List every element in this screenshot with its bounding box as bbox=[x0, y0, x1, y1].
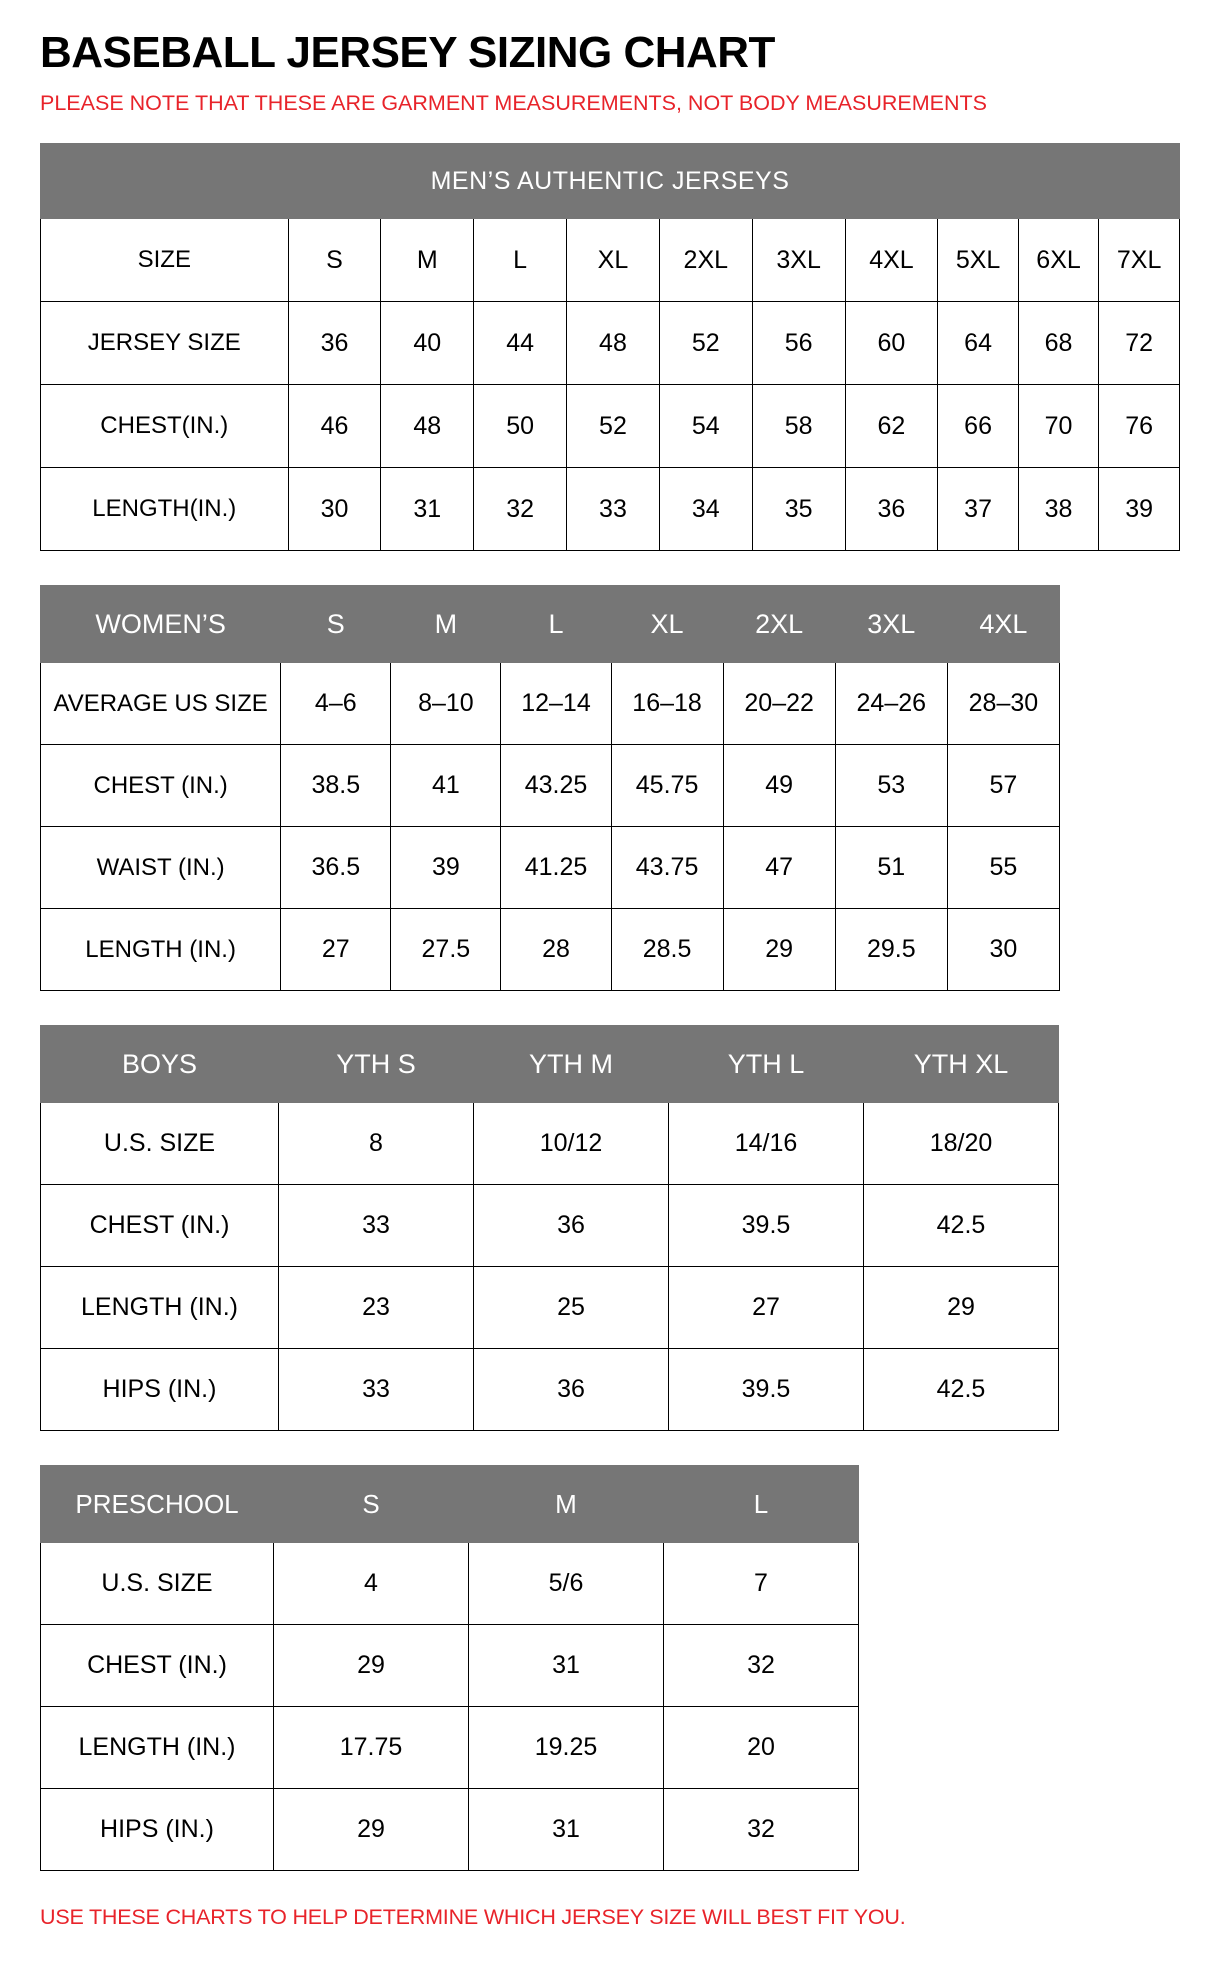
cell: 31 bbox=[469, 1625, 664, 1707]
cell: 49 bbox=[723, 745, 835, 827]
cell: 33 bbox=[279, 1185, 474, 1267]
row-label: WAIST (IN.) bbox=[41, 827, 281, 909]
row-label: U.S. SIZE bbox=[41, 1103, 279, 1185]
row-label: CHEST (IN.) bbox=[41, 1185, 279, 1267]
cell: 29 bbox=[864, 1267, 1059, 1349]
mens-size-l: L bbox=[474, 219, 567, 302]
preschool-label: PRESCHOOL bbox=[41, 1466, 274, 1543]
cell: 41.25 bbox=[501, 827, 611, 909]
womens-size-xl: XL bbox=[611, 586, 723, 663]
cell: 29 bbox=[723, 909, 835, 991]
cell: 36.5 bbox=[281, 827, 391, 909]
cell: 39.5 bbox=[669, 1349, 864, 1431]
cell: 53 bbox=[835, 745, 947, 827]
cell: 55 bbox=[947, 827, 1059, 909]
cell: 37 bbox=[938, 468, 1018, 551]
table-row-header bbox=[41, 1026, 1059, 1103]
cell: 29.5 bbox=[835, 909, 947, 991]
row-label: CHEST (IN.) bbox=[41, 745, 281, 827]
cell: 36 bbox=[845, 468, 938, 551]
cell: 48 bbox=[567, 302, 660, 385]
cell: 4–6 bbox=[281, 663, 391, 745]
cell: 32 bbox=[664, 1789, 859, 1871]
cell: 12–14 bbox=[501, 663, 611, 745]
cell: 39 bbox=[1099, 468, 1180, 551]
cell: 32 bbox=[474, 468, 567, 551]
cell: 41 bbox=[391, 745, 501, 827]
cell: 48 bbox=[381, 385, 474, 468]
cell: 45.75 bbox=[611, 745, 723, 827]
boys-sizing-table bbox=[40, 1025, 1059, 1431]
cell: 66 bbox=[938, 385, 1018, 468]
cell: 14/16 bbox=[669, 1103, 864, 1185]
table-row bbox=[41, 745, 1060, 827]
cell: 31 bbox=[381, 468, 474, 551]
cell: 36 bbox=[288, 302, 381, 385]
cell: 43.25 bbox=[501, 745, 611, 827]
preschool-size-s: S bbox=[274, 1466, 469, 1543]
table-row-header bbox=[41, 219, 1180, 302]
cell: 32 bbox=[664, 1625, 859, 1707]
cell: 27.5 bbox=[391, 909, 501, 991]
table-row-header bbox=[41, 586, 1060, 663]
row-label: HIPS (IN.) bbox=[41, 1789, 274, 1871]
cell: 18/20 bbox=[864, 1103, 1059, 1185]
cell: 40 bbox=[381, 302, 474, 385]
cell: 7 bbox=[664, 1543, 859, 1625]
boys-size-yth-m: YTH M bbox=[474, 1026, 669, 1103]
womens-sizing-table bbox=[40, 585, 1060, 991]
cell: 72 bbox=[1099, 302, 1180, 385]
cell: 60 bbox=[845, 302, 938, 385]
table-row bbox=[41, 1625, 859, 1707]
cell: 29 bbox=[274, 1789, 469, 1871]
womens-table-body bbox=[41, 586, 1060, 991]
row-label: CHEST(IN.) bbox=[41, 385, 289, 468]
cell: 46 bbox=[288, 385, 381, 468]
cell: 62 bbox=[845, 385, 938, 468]
row-label: U.S. SIZE bbox=[41, 1543, 274, 1625]
row-label: CHEST (IN.) bbox=[41, 1625, 274, 1707]
table-row bbox=[41, 1349, 1059, 1431]
cell: 38 bbox=[1018, 468, 1098, 551]
preschool-table-body bbox=[41, 1466, 859, 1871]
cell: 31 bbox=[469, 1789, 664, 1871]
boys-size-yth-xl: YTH XL bbox=[864, 1026, 1059, 1103]
preschool-sizing-table bbox=[40, 1465, 859, 1871]
cell: 54 bbox=[659, 385, 752, 468]
table-row bbox=[41, 827, 1060, 909]
table-row bbox=[41, 1185, 1059, 1267]
boys-table-body bbox=[41, 1026, 1059, 1431]
cell: 20–22 bbox=[723, 663, 835, 745]
cell: 44 bbox=[474, 302, 567, 385]
mens-size-label: SIZE bbox=[41, 219, 289, 302]
cell: 39 bbox=[391, 827, 501, 909]
boys-size-yth-l: YTH L bbox=[669, 1026, 864, 1103]
cell: 47 bbox=[723, 827, 835, 909]
cell: 43.75 bbox=[611, 827, 723, 909]
cell: 38.5 bbox=[281, 745, 391, 827]
row-label: JERSEY SIZE bbox=[41, 302, 289, 385]
cell: 76 bbox=[1099, 385, 1180, 468]
cell: 56 bbox=[752, 302, 845, 385]
cell: 57 bbox=[947, 745, 1059, 827]
cell: 70 bbox=[1018, 385, 1098, 468]
cell: 17.75 bbox=[274, 1707, 469, 1789]
row-label: LENGTH(IN.) bbox=[41, 468, 289, 551]
mens-size-5xl: 5XL bbox=[938, 219, 1018, 302]
table-row bbox=[41, 663, 1060, 745]
cell: 20 bbox=[664, 1707, 859, 1789]
cell: 23 bbox=[279, 1267, 474, 1349]
cell: 42.5 bbox=[864, 1349, 1059, 1431]
cell: 36 bbox=[474, 1349, 669, 1431]
cell: 36 bbox=[474, 1185, 669, 1267]
cell: 5/6 bbox=[469, 1543, 664, 1625]
cell: 52 bbox=[567, 385, 660, 468]
mens-banner: MEN’S AUTHENTIC JERSEYS bbox=[41, 144, 1180, 219]
row-label: LENGTH (IN.) bbox=[41, 909, 281, 991]
cell: 58 bbox=[752, 385, 845, 468]
boys-size-yth-s: YTH S bbox=[279, 1026, 474, 1103]
table-row bbox=[41, 468, 1180, 551]
table-row bbox=[41, 1543, 859, 1625]
cell: 25 bbox=[474, 1267, 669, 1349]
row-label: HIPS (IN.) bbox=[41, 1349, 279, 1431]
womens-size-3xl: 3XL bbox=[835, 586, 947, 663]
footer-note: USE THESE CHARTS TO HELP DETERMINE WHICH JERSEY SIZE WILL BEST FIT YOU. bbox=[40, 1905, 906, 1930]
table-row bbox=[41, 385, 1180, 468]
cell: 30 bbox=[288, 468, 381, 551]
table-row-banner bbox=[41, 144, 1180, 219]
cell: 68 bbox=[1018, 302, 1098, 385]
measurement-disclaimer: PLEASE NOTE THAT THESE ARE GARMENT MEASUREMENTS, NOT BODY MEASUREMENTS bbox=[40, 91, 987, 116]
table-row bbox=[41, 1789, 859, 1871]
cell: 39.5 bbox=[669, 1185, 864, 1267]
cell: 8–10 bbox=[391, 663, 501, 745]
cell: 10/12 bbox=[474, 1103, 669, 1185]
mens-size-m: M bbox=[381, 219, 474, 302]
row-label: AVERAGE US SIZE bbox=[41, 663, 281, 745]
mens-size-6xl: 6XL bbox=[1018, 219, 1098, 302]
cell: 35 bbox=[752, 468, 845, 551]
mens-size-xl: XL bbox=[567, 219, 660, 302]
preschool-size-l: L bbox=[664, 1466, 859, 1543]
mens-size-s: S bbox=[288, 219, 381, 302]
cell: 30 bbox=[947, 909, 1059, 991]
womens-label: WOMEN’S bbox=[41, 586, 281, 663]
cell: 4 bbox=[274, 1543, 469, 1625]
cell: 19.25 bbox=[469, 1707, 664, 1789]
cell: 16–18 bbox=[611, 663, 723, 745]
table-row-header bbox=[41, 1466, 859, 1543]
table-row bbox=[41, 302, 1180, 385]
cell: 33 bbox=[279, 1349, 474, 1431]
cell: 24–26 bbox=[835, 663, 947, 745]
cell: 27 bbox=[669, 1267, 864, 1349]
mens-sizing-table bbox=[40, 143, 1180, 551]
cell: 34 bbox=[659, 468, 752, 551]
cell: 29 bbox=[274, 1625, 469, 1707]
cell: 33 bbox=[567, 468, 660, 551]
cell: 8 bbox=[279, 1103, 474, 1185]
womens-size-4xl: 4XL bbox=[947, 586, 1059, 663]
mens-size-2xl: 2XL bbox=[659, 219, 752, 302]
table-row bbox=[41, 1267, 1059, 1349]
boys-label: BOYS bbox=[41, 1026, 279, 1103]
cell: 27 bbox=[281, 909, 391, 991]
cell: 42.5 bbox=[864, 1185, 1059, 1267]
table-row bbox=[41, 909, 1060, 991]
row-label: LENGTH (IN.) bbox=[41, 1267, 279, 1349]
cell: 28–30 bbox=[947, 663, 1059, 745]
mens-size-4xl: 4XL bbox=[845, 219, 938, 302]
cell: 51 bbox=[835, 827, 947, 909]
cell: 50 bbox=[474, 385, 567, 468]
cell: 28.5 bbox=[611, 909, 723, 991]
page-title: BASEBALL JERSEY SIZING CHART bbox=[40, 28, 775, 77]
preschool-size-m: M bbox=[469, 1466, 664, 1543]
mens-table-body bbox=[41, 144, 1180, 551]
row-label: LENGTH (IN.) bbox=[41, 1707, 274, 1789]
womens-size-s: S bbox=[281, 586, 391, 663]
table-row bbox=[41, 1707, 859, 1789]
cell: 52 bbox=[659, 302, 752, 385]
mens-size-3xl: 3XL bbox=[752, 219, 845, 302]
cell: 28 bbox=[501, 909, 611, 991]
womens-size-l: L bbox=[501, 586, 611, 663]
cell: 64 bbox=[938, 302, 1018, 385]
womens-size-m: M bbox=[391, 586, 501, 663]
table-row bbox=[41, 1103, 1059, 1185]
womens-size-2xl: 2XL bbox=[723, 586, 835, 663]
mens-size-7xl: 7XL bbox=[1099, 219, 1180, 302]
